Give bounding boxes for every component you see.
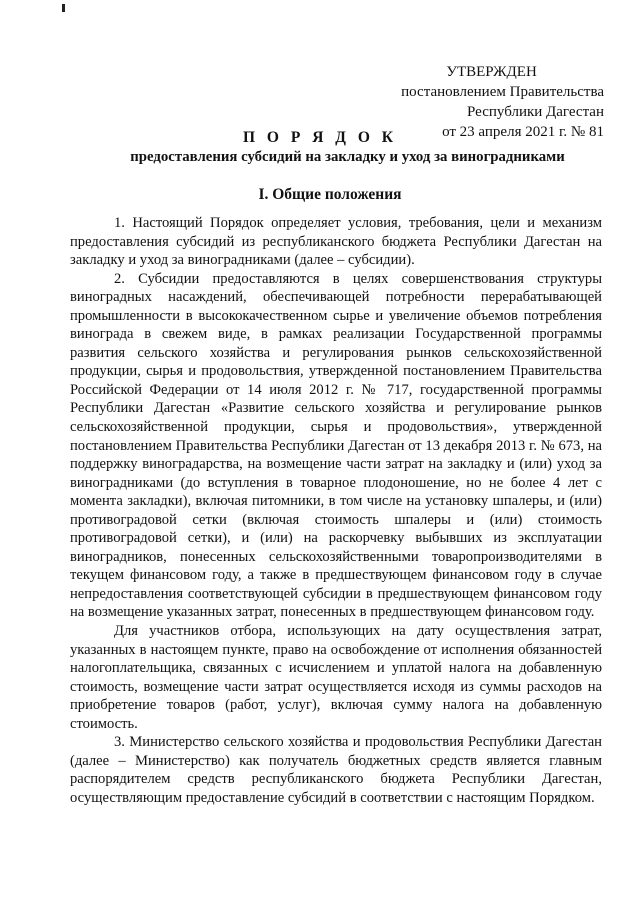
- approval-line-3: от 23 апреля 2021 г. № 81: [442, 124, 604, 140]
- paragraph-1: 1. Настоящий Порядок определяет условия, требования, цели и механизм предоставления субсидий из республиканского бюджета Республики Дагестан на закладку и уход за виноградниками (далее – субсидии).: [70, 215, 602, 269]
- approval-title: УТВЕРЖДЕН: [446, 64, 537, 80]
- section-heading: I. Общие положения: [258, 186, 402, 203]
- document-subtitle: предоставления субсидий на закладку и уход за виноградниками: [130, 149, 565, 165]
- approval-line-2: Республики Дагестан: [467, 104, 604, 120]
- document-title: П О Р Я Д О К: [243, 129, 397, 146]
- paragraph-4: 3. Министерство сельского хозяйства и продовольствия Республики Дагестан (далее – Министерство) как получатель бюджетных средств является главным распорядителем средств республиканского бюджета Республики Дагестан, осуществляющим предоставление субсидий в соответствии с настоящим Порядком.: [70, 734, 602, 806]
- section-body: [70, 214, 602, 808]
- scan-mark: [62, 4, 65, 12]
- paragraph-3: Для участников отбора, использующих на дату осуществления затрат, указанных в настоящем пункте, право на освобождение от исполнения обязанностей налогоплательщика, связанных с исчислением и уплатой налога на добавленную стоимость, возмещение части затрат осуществляется исходя из суммы расходов на приобретение товаров (работ, услуг), включая сумму налога на добавленную стоимость.: [70, 623, 602, 732]
- approval-line-1: постановлением Правительства: [401, 84, 604, 100]
- paragraph-2: 2. Субсидии предоставляются в целях совершенствования структуры виноградных насаждений, обеспечивающей потребности перерабатывающей промышленности в высококачественном сырье и увеличение объемов потребления винограда в свежем виде, в рамках реализации Государственной программы развития сельского хозяйства и регулирования рынков сельскохозяйственной продукции, сырья и продовольствия, утвержденной постановлением Правительства Российской Федерации от 14 июля 2012 г. № 717, государственной программы Республики Дагестан «Развитие сельского хозяйства и регулирование рынков сельскохозяйственной продукции, сырья и продовольствия», утвержденной постановлением Правительства Республики Дагестан от 13 декабря 2013 г. № 673, на поддержку виноградарства, на возмещение части затрат на закладку и (или) уход за виноградниками (до вступления в товарное плодоношение, но не более 4 лет с момента закладки), включая питомники, в том числе на установку шпалеры, и (или) противоградовой сетки (включая стоимость шпалеры и (или) стоимость противоградовой сетки), и (или) на раскорчевку выбывших из эксплуатации виноградников, понесенных сельскохозяйственными товаропроизводителями в текущем финансовом году, а также в предшествующем финансовом году в случае непредоставления соответствующей субсидии в предшествующем финансовом году на возмещение указанных затрат, понесенных в предшествующем финансовом году.: [70, 270, 602, 621]
